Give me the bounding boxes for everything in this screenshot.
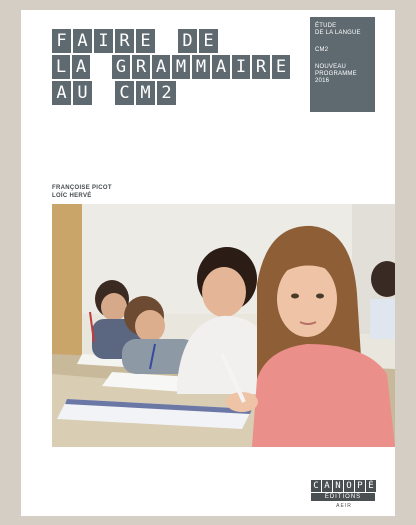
series-level (315, 47, 370, 54)
series-subject (315, 23, 370, 37)
title-tile: R (132, 55, 150, 79)
title-tile: M (172, 55, 190, 79)
title-tile: R (252, 55, 270, 79)
title-tile (157, 29, 176, 53)
publisher-logo-letter: P (355, 480, 365, 492)
title-tile: C (115, 81, 134, 105)
publisher-logo-letter: É (366, 480, 376, 492)
series-box (310, 17, 375, 112)
title-tile: I (232, 55, 250, 79)
series-line-5: PROGRAMME (315, 71, 357, 77)
publisher-logo-name (311, 480, 377, 492)
title-tile: M (136, 81, 155, 105)
title-tile: D (178, 29, 197, 53)
title-tile: I (94, 29, 113, 53)
title-tile: E (136, 29, 155, 53)
classroom-photo-icon (52, 204, 395, 447)
title-tile: A (152, 55, 170, 79)
series-program (315, 64, 370, 85)
title-row-1 (52, 29, 292, 53)
publisher-logo-region: AEIR (336, 503, 352, 509)
series-line-2: DE LA LANGUE (315, 30, 361, 36)
publisher-logo (311, 480, 377, 513)
title-tile: A (52, 81, 71, 105)
publisher-logo-letter: A (322, 480, 332, 492)
publisher-logo-letter: N (333, 480, 343, 492)
publisher-logo-sub: ÉDITIONS (311, 493, 375, 501)
title-tile (94, 81, 113, 105)
book-cover (21, 10, 395, 516)
title-tile: A (72, 55, 90, 79)
series-line-4: NOUVEAU (315, 64, 347, 70)
title-tile: M (192, 55, 210, 79)
title-row-3 (52, 81, 292, 105)
title-tile: 2 (157, 81, 176, 105)
classroom-photo (52, 204, 395, 447)
title-tile: G (112, 55, 130, 79)
series-line-1: ÉTUDE (315, 23, 337, 29)
title-tile: R (115, 29, 134, 53)
title-tile (92, 55, 110, 79)
title-tile: A (73, 29, 92, 53)
title-tile: E (272, 55, 290, 79)
series-line-6: 2016 (315, 78, 330, 84)
title-row-2 (52, 55, 292, 79)
title-tile: A (212, 55, 230, 79)
publisher-logo-letter: C (311, 480, 321, 492)
author-1: FRANÇOISE PICOT (52, 185, 112, 191)
series-line-3: CM2 (315, 47, 329, 53)
title-tile: L (52, 55, 70, 79)
author-2: LOÏC HERVÉ (52, 193, 92, 199)
title-tiles (52, 29, 292, 107)
title-tile: U (73, 81, 92, 105)
title-tile: F (52, 29, 71, 53)
publisher-logo-letter: O (344, 480, 354, 492)
authors (52, 184, 112, 200)
title-tile: E (199, 29, 218, 53)
